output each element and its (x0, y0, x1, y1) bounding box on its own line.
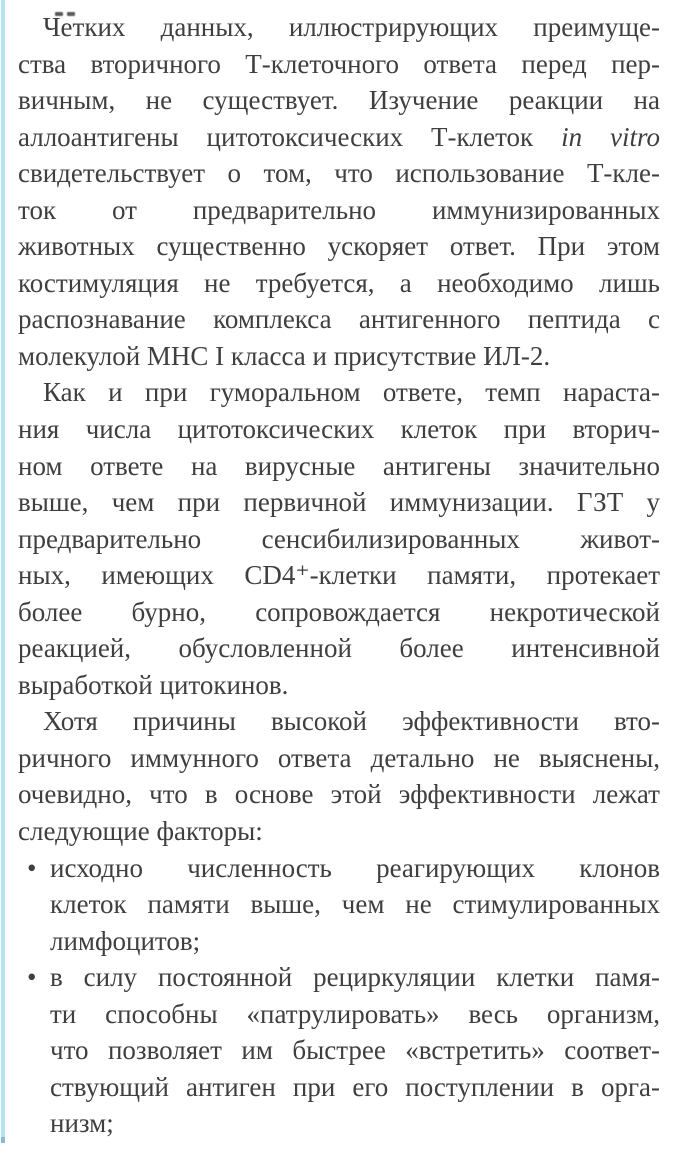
text-line: аллоантигены цитотоксических Т-клеток in vitro (18, 121, 660, 152)
text-line: выше, чем при первичной иммунизации. ГЗТ у (18, 487, 660, 518)
text-line: ния числа цитотоксических клеток при вторич- (18, 414, 660, 445)
paragraph (18, 703, 660, 849)
left-accent-border (1, 0, 5, 1143)
text-line: выработкой цитокинов. (18, 669, 289, 700)
text-line: что позволяет им быстрее «встретить» соответ- (50, 1035, 660, 1066)
paragraph (18, 9, 660, 374)
text-line: ти способны «патрулировать» весь организм, (50, 998, 660, 1029)
text-line: костимуляция не требуется, а необходимо лишь (18, 267, 660, 298)
text-line: распознавание комплекса антигенного пептида с (18, 304, 660, 335)
text-line: клеток памяти выше, чем не стимулированных (50, 889, 660, 920)
text-line: Хотя причины высокой эффективности вто- (43, 706, 660, 737)
text-line: вичным, не существует. Изучение реакции на (18, 85, 660, 116)
text-line: ных, имеющих CD4⁺-клетки памяти, протекает (18, 560, 660, 591)
paragraph (18, 374, 660, 703)
text-line: лимфоцитов; (50, 925, 201, 956)
text-line: ства вторичного Т-клеточного ответа перед пер- (18, 48, 660, 79)
text-line: животных существенно ускоряет ответ. При этом (18, 231, 660, 262)
bullet-item (18, 959, 660, 1142)
text-column (18, 9, 660, 1142)
text-line: Четких данных, иллюстрирующих преимуще- (43, 12, 660, 42)
text-line: ствующий антиген при его поступлении в орга- (50, 1071, 660, 1102)
text-line: предварительно сенсибилизированных живот- (18, 523, 660, 554)
text-line: ричного иммунного ответа детально не выяснены, (18, 742, 660, 773)
text-line: в силу постоянной рециркуляции клетки памя- (50, 962, 660, 993)
bullet-item (18, 850, 660, 960)
text-line: Как и при гуморальном ответе, темп нараста- (43, 377, 660, 408)
text-line: исходно численность реагирующих клонов (50, 852, 660, 883)
bullet-marker: • (27, 852, 37, 883)
text-line: ток от предварительно иммунизированных (18, 194, 660, 225)
text-line: очевидно, что в основе этой эффективности лежат (18, 779, 660, 810)
bullet-marker: • (27, 962, 37, 993)
text-line: молекулой MHC I класса и присутствие ИЛ-2. (18, 340, 551, 371)
text-line: реакцией, обусловленной более интенсивной (18, 633, 660, 664)
text-line: низм; (50, 1108, 114, 1139)
text-line: ном ответе на вирусные антигены значительно (18, 450, 660, 481)
text-line: свидетельствует о том, что использование Т-кле- (18, 158, 660, 189)
text-line: более бурно, сопровождается некротической (18, 596, 660, 627)
text-line: следующие факторы: (18, 816, 263, 847)
